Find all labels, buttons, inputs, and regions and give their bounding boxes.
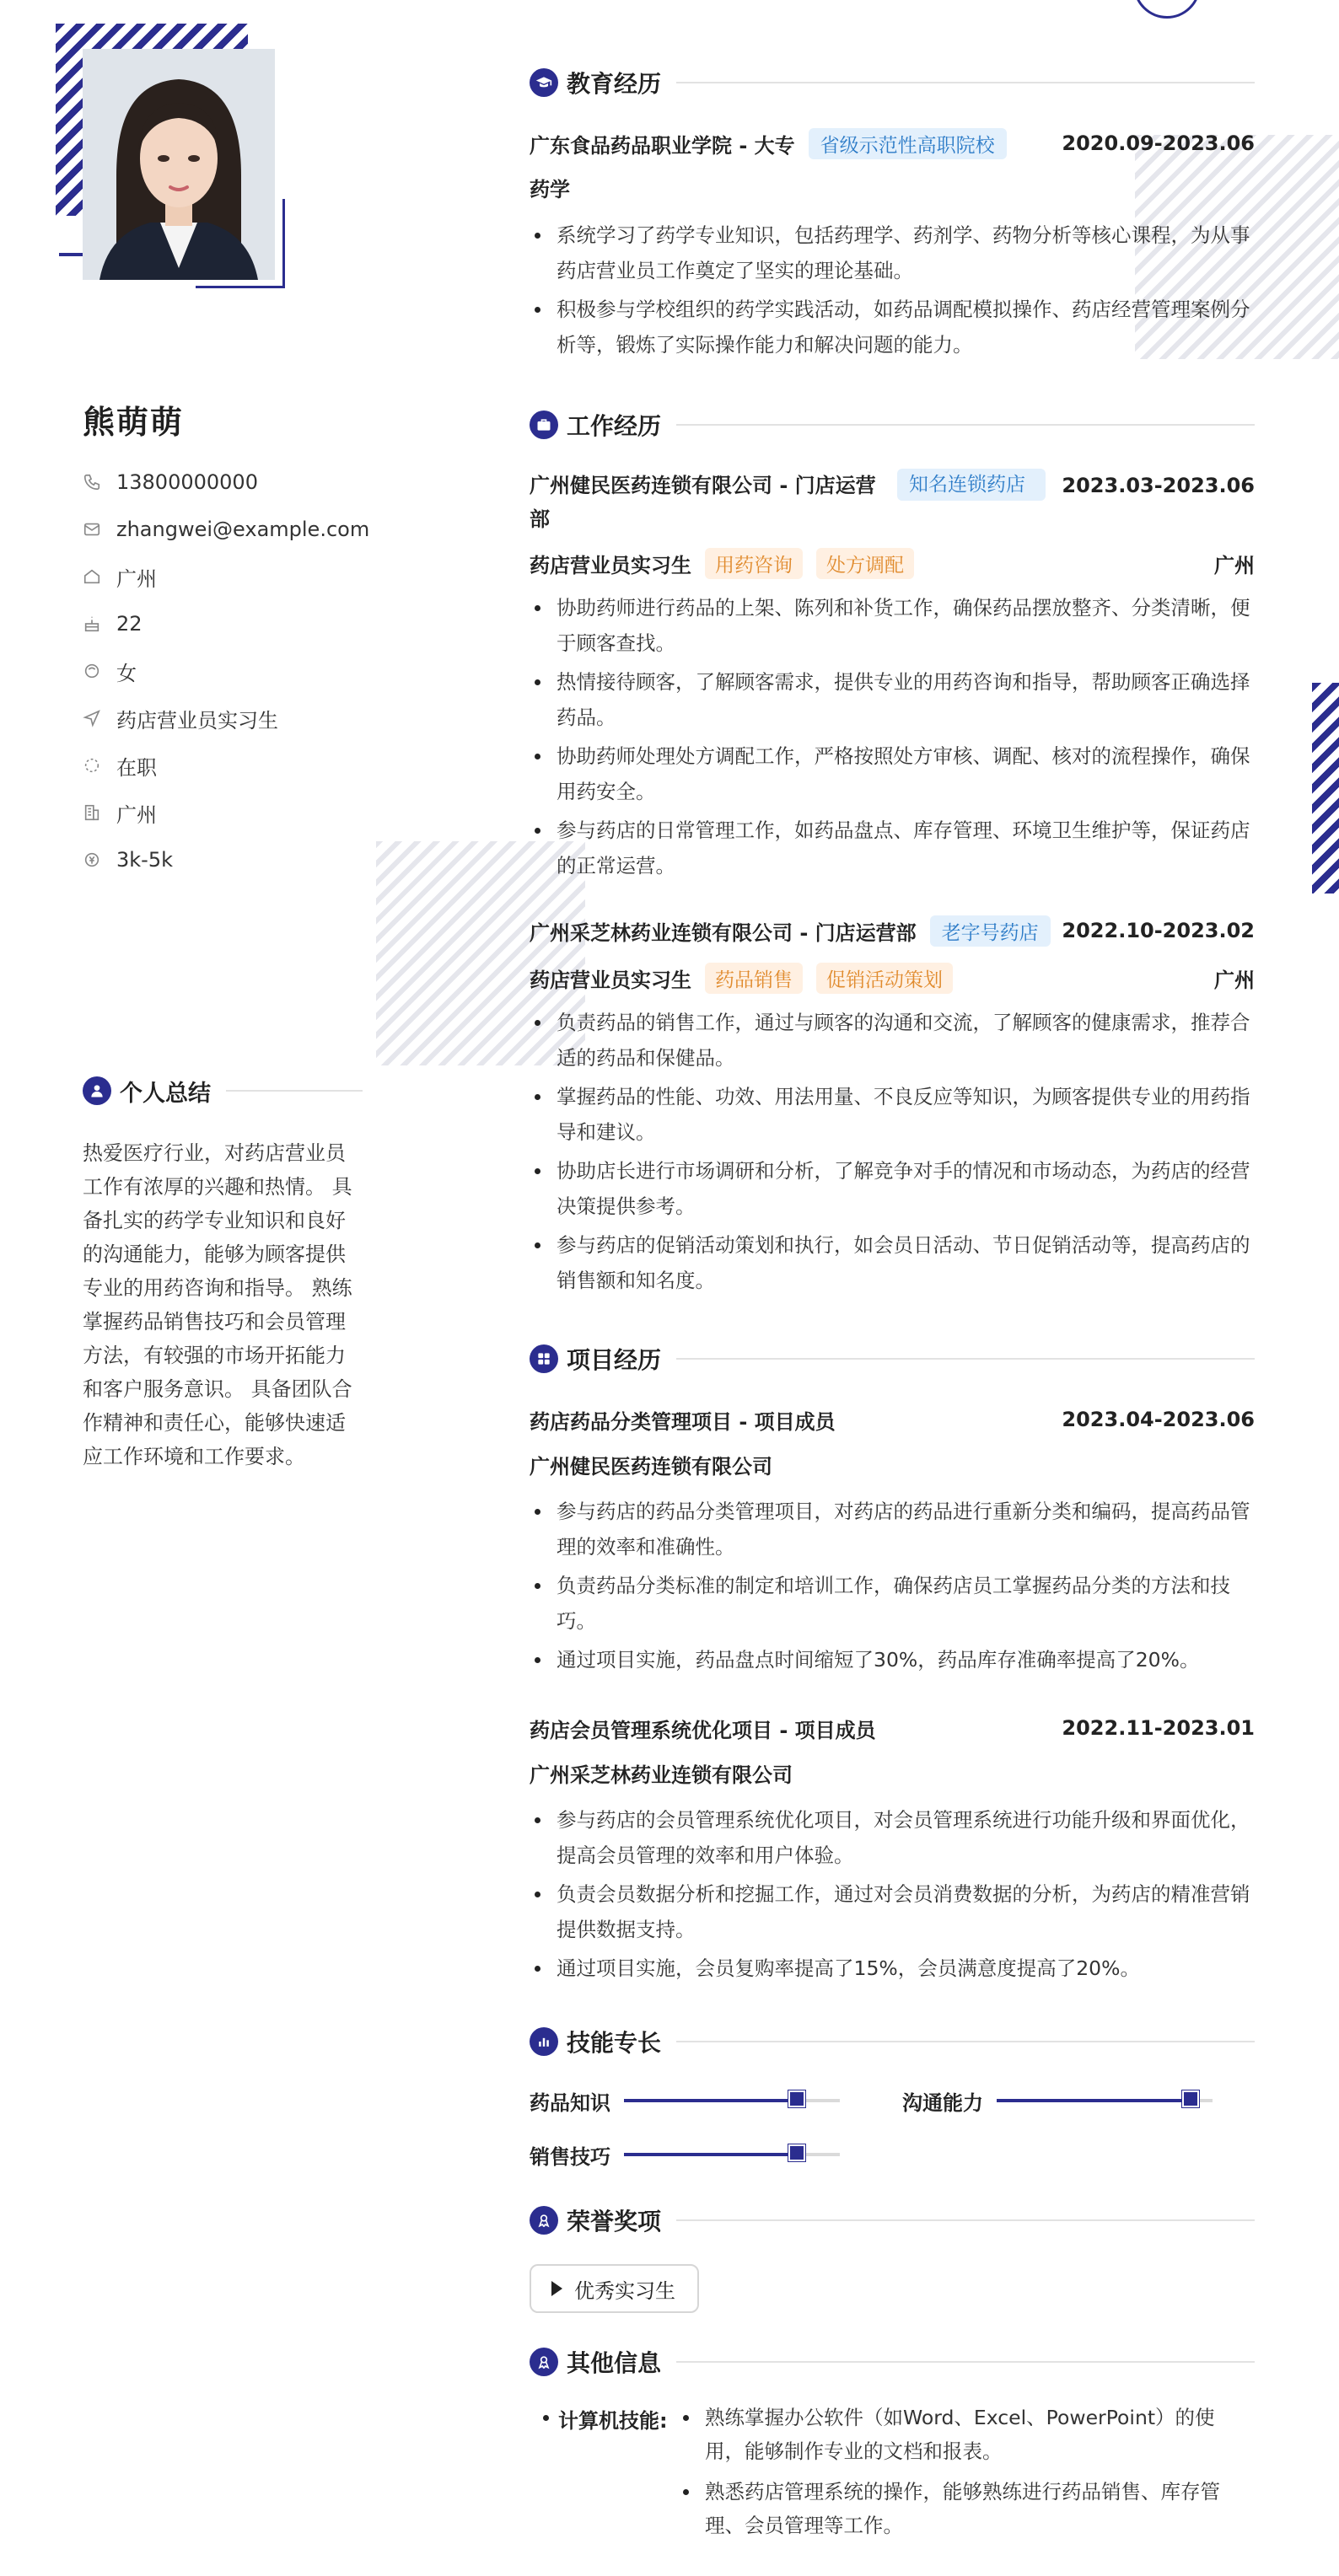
education-title: 教育经历 <box>567 70 662 98</box>
skill-label: 沟通能力 <box>902 2090 983 2115</box>
info-position <box>83 701 278 735</box>
list-item: 协助药师处理处方调配工作，严格按照处方审核、调配、核对的流程操作，确保用药安全。 <box>530 738 1255 809</box>
skills-title: 技能专长 <box>567 2029 662 2057</box>
company-name: 广州健民医药连锁有限公司 - 门店运营部 <box>530 474 876 531</box>
list-item: 负责药品分类标准的制定和培训工作，确保药店员工掌握药品分类的方法和技巧。 <box>530 1568 1255 1639</box>
cake-icon <box>83 614 101 633</box>
candidate-name: 熊萌萌 <box>83 404 185 441</box>
skill-label: 药品知识 <box>530 2090 610 2115</box>
mail-icon <box>83 520 101 539</box>
info-age <box>83 607 143 641</box>
work-entry <box>530 469 1255 887</box>
company-tag: 知名连锁药店 <box>897 469 1046 501</box>
divider <box>676 82 1255 83</box>
position-value: 药店营业员实习生 <box>116 708 278 733</box>
education-entry <box>530 126 1255 366</box>
project-entry <box>530 1711 1255 1989</box>
award-icon <box>530 2206 558 2235</box>
job-city: 广州 <box>1214 968 1255 992</box>
job-date: 2022.10-2023.02 <box>1062 919 1255 942</box>
divider <box>676 2219 1255 2221</box>
skill-bar <box>997 2099 1213 2102</box>
list-item: 参与药店的药品分类管理项目，对药店的药品进行重新分类和编码，提高药品管理的效率和准确性。 <box>530 1494 1255 1564</box>
list-item: 参与药店的会员管理系统优化项目，对会员管理系统进行功能升级和界面优化，提高会员管理的效率和用户体验。 <box>530 1802 1255 1873</box>
project-date: 2023.04-2023.06 <box>1062 1408 1255 1431</box>
divider <box>676 424 1255 426</box>
status-icon <box>83 756 101 775</box>
work-entry <box>530 914 1255 1301</box>
bar-chart-icon <box>530 2027 558 2056</box>
skill-item <box>530 2085 840 2116</box>
skill-item <box>530 2139 840 2170</box>
skill-tag: 促销活动策划 <box>816 963 953 994</box>
job-position: 药店营业员实习生 <box>530 968 691 992</box>
send-icon <box>83 709 101 727</box>
project-name: 药店会员管理系统优化项目 - 项目成员 <box>530 1718 876 1742</box>
work-section-header <box>530 406 1255 443</box>
education-bullets <box>530 217 1255 362</box>
phone-icon <box>83 473 101 491</box>
summary-title: 个人总结 <box>120 1080 211 1107</box>
skill-bar <box>624 2099 840 2102</box>
job-city: 广州 <box>1214 553 1255 577</box>
grid-icon <box>530 1344 558 1373</box>
graduation-cap-icon <box>530 68 558 97</box>
skill-tag: 处方调配 <box>816 548 914 579</box>
info-email <box>83 513 369 546</box>
skill-tag: 药品销售 <box>705 963 803 994</box>
skill-bar-fill <box>624 2099 797 2102</box>
location-value: 广州 <box>116 566 157 591</box>
gender-value: 女 <box>116 661 137 685</box>
info-status <box>83 749 157 782</box>
job-date: 2023.03-2023.06 <box>1062 474 1255 497</box>
list-item: 参与药店的日常管理工作，如药品盘点、库存管理、环境卫生维护等，保证药店的正常运营。 <box>530 813 1255 883</box>
home-icon <box>83 567 101 586</box>
summary-text: 热爱医疗行业，对药店营业员工作有浓厚的兴趣和热情。 具备扎实的药学专业知识和良好的沟通能力，能够为顾客提供专业的用药咨询和指导。 熟练掌握药品销售技巧和会员管理方法，有较强的市场开拓能力和客户服务意识。 具备团队合作精神和责任心，能够快速适应工作环境和工作要求。 <box>83 1141 352 1468</box>
decorative-bar <box>59 253 84 256</box>
skill-item <box>902 2085 1213 2116</box>
status-value: 在职 <box>116 755 157 780</box>
project-bullets <box>530 1802 1255 1986</box>
project-name: 药店药品分类管理项目 - 项目成员 <box>530 1409 836 1434</box>
building-icon <box>83 803 101 822</box>
person-icon <box>83 1076 111 1105</box>
honors-section-header <box>530 2202 1255 2239</box>
info-city <box>83 796 157 829</box>
list-item: 积极参与学校组织的药学实践活动，如药品调配模拟操作、药店经营管理案例分析等，锻炼了实际操作能力和解决问题的能力。 <box>530 292 1255 362</box>
school-tag: 省级示范性高职院校 <box>809 128 1007 159</box>
job-bullets <box>530 1005 1255 1298</box>
work-title: 工作经历 <box>567 412 662 440</box>
divider <box>676 1358 1255 1360</box>
other-title: 其他信息 <box>567 2349 662 2377</box>
list-item: 熟悉药店管理系统的操作，能够熟练进行药品销售、库存管理、会员管理等工作。 <box>678 2475 1251 2542</box>
list-item: 通过项目实施，药品盘点时间缩短了30%，药品库存准确率提高了20%。 <box>530 1642 1255 1677</box>
gender-icon <box>83 662 101 680</box>
info-salary <box>83 843 173 877</box>
job-position: 药店营业员实习生 <box>530 553 691 577</box>
computer-skills-list <box>678 2401 1251 2549</box>
email-value: zhangwei@example.com <box>116 518 370 541</box>
project-section-header <box>530 1340 1255 1377</box>
project-company: 广州健民医药连锁有限公司 <box>530 1455 772 1479</box>
list-item: 参与药店的促销活动策划和执行，如会员日活动、节日促销活动等，提高药店的销售额和知名度。 <box>530 1227 1255 1298</box>
award-label: 优秀实习生 <box>574 2278 675 2303</box>
honors-title: 荣誉奖项 <box>567 2208 662 2235</box>
school-name: 广东食品药品职业学院 - 大专 <box>530 133 795 158</box>
skill-bar-knob <box>788 2144 805 2161</box>
play-icon <box>551 2281 562 2296</box>
award-badge <box>530 2264 699 2313</box>
info-phone <box>83 465 258 499</box>
project-entry <box>530 1403 1255 1681</box>
salary-value: 3k-5k <box>116 848 173 872</box>
info-location <box>83 560 157 593</box>
decorative-circle <box>1133 0 1201 19</box>
list-item: 系统学习了药学专业知识，包括药理学、药剂学、药物分析等核心课程，为从事药店营业员工作奠定了坚实的理论基础。 <box>530 217 1255 288</box>
skill-label: 销售技巧 <box>530 2144 610 2169</box>
skill-bar-knob <box>788 2090 805 2107</box>
list-item: 负责药品的销售工作，通过与顾客的沟通和交流，了解顾客的健康需求，推荐合适的药品和保健品。 <box>530 1005 1255 1076</box>
major: 药学 <box>530 178 570 201</box>
phone-value: 13800000000 <box>116 470 258 494</box>
divider <box>676 2361 1255 2363</box>
list-item: 负责会员数据分析和挖掘工作，通过对会员消费数据的分析，为药店的精准营销提供数据支持。 <box>530 1876 1255 1947</box>
list-item: 掌握药品的性能、功效、用法用量、不良反应等知识，为顾客提供专业的用药指导和建议。 <box>530 1079 1255 1150</box>
education-section-header <box>530 64 1255 101</box>
list-item: 协助店长进行市场调研和分析，了解竞争对手的情况和市场动态，为药店的经营决策提供参考。 <box>530 1153 1255 1224</box>
divider <box>676 2041 1255 2042</box>
skills-section-header <box>530 2023 1255 2060</box>
city-value: 广州 <box>116 802 157 827</box>
skill-bar-fill <box>624 2153 797 2156</box>
company-tag: 老字号药店 <box>930 915 1051 947</box>
decorative-stripes <box>1312 683 1339 894</box>
briefcase-icon <box>530 411 558 439</box>
list-item: 协助药师进行药品的上架、陈列和补货工作，确保药品摆放整齐、分类清晰，便于顾客查找。 <box>530 590 1255 661</box>
summary-section-header <box>83 1074 363 1108</box>
divider <box>226 1090 363 1092</box>
skill-bar-fill <box>997 2099 1191 2102</box>
computer-skills-label: 计算机技能: <box>558 2404 668 2434</box>
job-bullets <box>530 590 1255 883</box>
projects-title: 项目经历 <box>567 1346 662 1374</box>
salary-icon <box>83 851 101 869</box>
list-item: 热情接待顾客，了解顾客需求，提供专业的用药咨询和指导，帮助顾客正确选择药品。 <box>530 664 1255 735</box>
project-bullets <box>530 1494 1255 1677</box>
skill-bar <box>624 2153 840 2156</box>
photo-frame-decoration <box>196 199 285 288</box>
other-section-header <box>530 2343 1255 2380</box>
company-name: 广州采芝林药业连锁有限公司 - 门店运营部 <box>530 920 917 945</box>
education-date: 2020.09-2023.06 <box>1062 131 1255 155</box>
award-icon <box>530 2348 558 2376</box>
info-gender <box>83 654 137 688</box>
project-company: 广州采芝林药业连锁有限公司 <box>530 1763 793 1787</box>
project-date: 2022.11-2023.01 <box>1062 1716 1255 1740</box>
skill-bar-knob <box>1182 2090 1199 2107</box>
list-item: 通过项目实施，会员复购率提高了15%，会员满意度提高了20%。 <box>530 1951 1255 1986</box>
skill-tag: 用药咨询 <box>705 548 803 579</box>
age-value: 22 <box>116 612 143 636</box>
list-item: 熟练掌握办公软件（如Word、Excel、PowerPoint）的使用，能够制作专业的文档和报表。 <box>678 2401 1251 2468</box>
